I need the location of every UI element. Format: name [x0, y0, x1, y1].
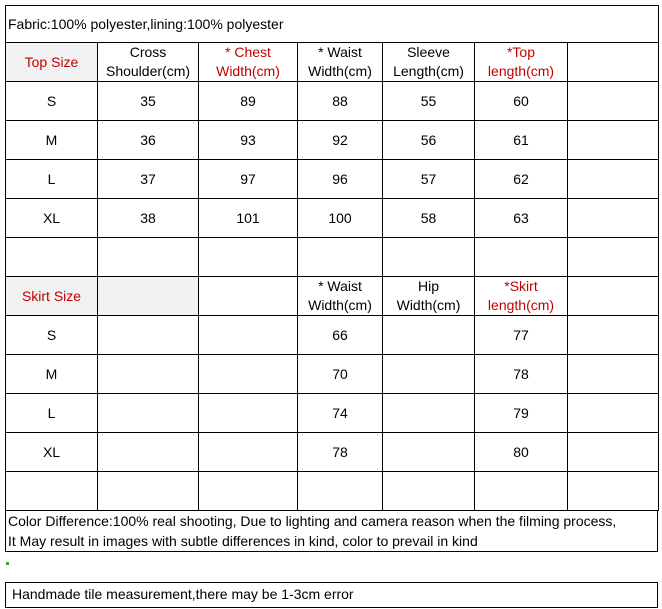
value-cell [383, 316, 475, 355]
value-cell: 60 [475, 82, 568, 121]
fabric-row [6, 6, 659, 43]
value-cell: 37 [98, 160, 199, 199]
value-cell: 78 [475, 355, 568, 394]
top-header-empty [568, 43, 659, 82]
value-cell: 57 [383, 160, 475, 199]
value-cell: 101 [199, 199, 298, 238]
skirt-header-hip-width: Hip Width(cm) [383, 277, 475, 316]
top-header-row [6, 43, 659, 82]
value-cell [199, 316, 298, 355]
empty-cell [568, 160, 659, 199]
table-row [6, 433, 659, 472]
size-chart [5, 5, 658, 602]
value-cell [383, 394, 475, 433]
skirt-size-corner: Skirt Size [6, 277, 98, 316]
empty-cell [568, 82, 659, 121]
size-cell: XL [6, 199, 98, 238]
value-cell: 56 [383, 121, 475, 160]
value-cell [199, 433, 298, 472]
table-row [6, 121, 659, 160]
size-cell: XL [6, 433, 98, 472]
value-cell: 74 [298, 394, 383, 433]
value-cell: 38 [98, 199, 199, 238]
skirt-header-empty [199, 277, 298, 316]
table-row [6, 82, 659, 121]
top-header-chest-width: * Chest Width(cm) [199, 43, 298, 82]
skirt-header-row [6, 277, 659, 316]
value-cell: 61 [475, 121, 568, 160]
table-row [6, 355, 659, 394]
value-cell: 96 [298, 160, 383, 199]
value-cell: 80 [475, 433, 568, 472]
value-cell [98, 433, 199, 472]
fabric-text: Fabric:100% polyester,lining:100% polyester [6, 6, 659, 43]
skirt-header-waist-width: * Waist Width(cm) [298, 277, 383, 316]
empty-cell [568, 433, 659, 472]
value-cell: 97 [199, 160, 298, 199]
note-line-1: Color Difference:100% real shooting, Due to lighting and camera reason when the filming process, [8, 513, 617, 529]
value-cell: 78 [298, 433, 383, 472]
green-marker [6, 562, 9, 565]
table-row [6, 160, 659, 199]
top-header-cross-shoulder: Cross Shoulder(cm) [98, 43, 199, 82]
value-cell [383, 355, 475, 394]
size-cell: S [6, 82, 98, 121]
measurement-note: Handmade tile measurement,there may be 1-3cm error [5, 582, 658, 608]
value-cell: 35 [98, 82, 199, 121]
value-cell: 93 [199, 121, 298, 160]
size-cell: L [6, 394, 98, 433]
top-size-corner: Top Size [6, 43, 98, 82]
top-header-waist-width: * Waist Width(cm) [298, 43, 383, 82]
value-cell [98, 355, 199, 394]
top-header-top-length: *Top length(cm) [475, 43, 568, 82]
table-row [6, 316, 659, 355]
value-cell: 62 [475, 160, 568, 199]
empty-cell [568, 316, 659, 355]
empty-cell [568, 394, 659, 433]
value-cell: 92 [298, 121, 383, 160]
top-header-sleeve-length: Sleeve Length(cm) [383, 43, 475, 82]
value-cell [383, 433, 475, 472]
table-row [6, 199, 659, 238]
table-row [6, 394, 659, 433]
note-line-2: It May result in images with subtle differences in kind, color to prevail in kind [8, 533, 478, 549]
empty-cell [568, 199, 659, 238]
value-cell [199, 355, 298, 394]
value-cell: 100 [298, 199, 383, 238]
size-table [5, 5, 659, 511]
value-cell: 58 [383, 199, 475, 238]
size-cell: S [6, 316, 98, 355]
color-difference-note [5, 511, 658, 552]
size-cell: M [6, 121, 98, 160]
size-cell: M [6, 355, 98, 394]
value-cell [98, 394, 199, 433]
value-cell: 88 [298, 82, 383, 121]
value-cell [199, 394, 298, 433]
value-cell: 89 [199, 82, 298, 121]
value-cell: 70 [298, 355, 383, 394]
value-cell [98, 316, 199, 355]
skirt-header-empty [98, 277, 199, 316]
value-cell: 77 [475, 316, 568, 355]
value-cell: 79 [475, 394, 568, 433]
spacer-row [6, 472, 659, 511]
empty-cell [568, 355, 659, 394]
skirt-header-skirt-length: *Skirt length(cm) [475, 277, 568, 316]
skirt-header-empty [568, 277, 659, 316]
spacer-row [6, 238, 659, 277]
value-cell: 55 [383, 82, 475, 121]
empty-cell [568, 121, 659, 160]
size-cell: L [6, 160, 98, 199]
value-cell: 66 [298, 316, 383, 355]
value-cell: 36 [98, 121, 199, 160]
value-cell: 63 [475, 199, 568, 238]
